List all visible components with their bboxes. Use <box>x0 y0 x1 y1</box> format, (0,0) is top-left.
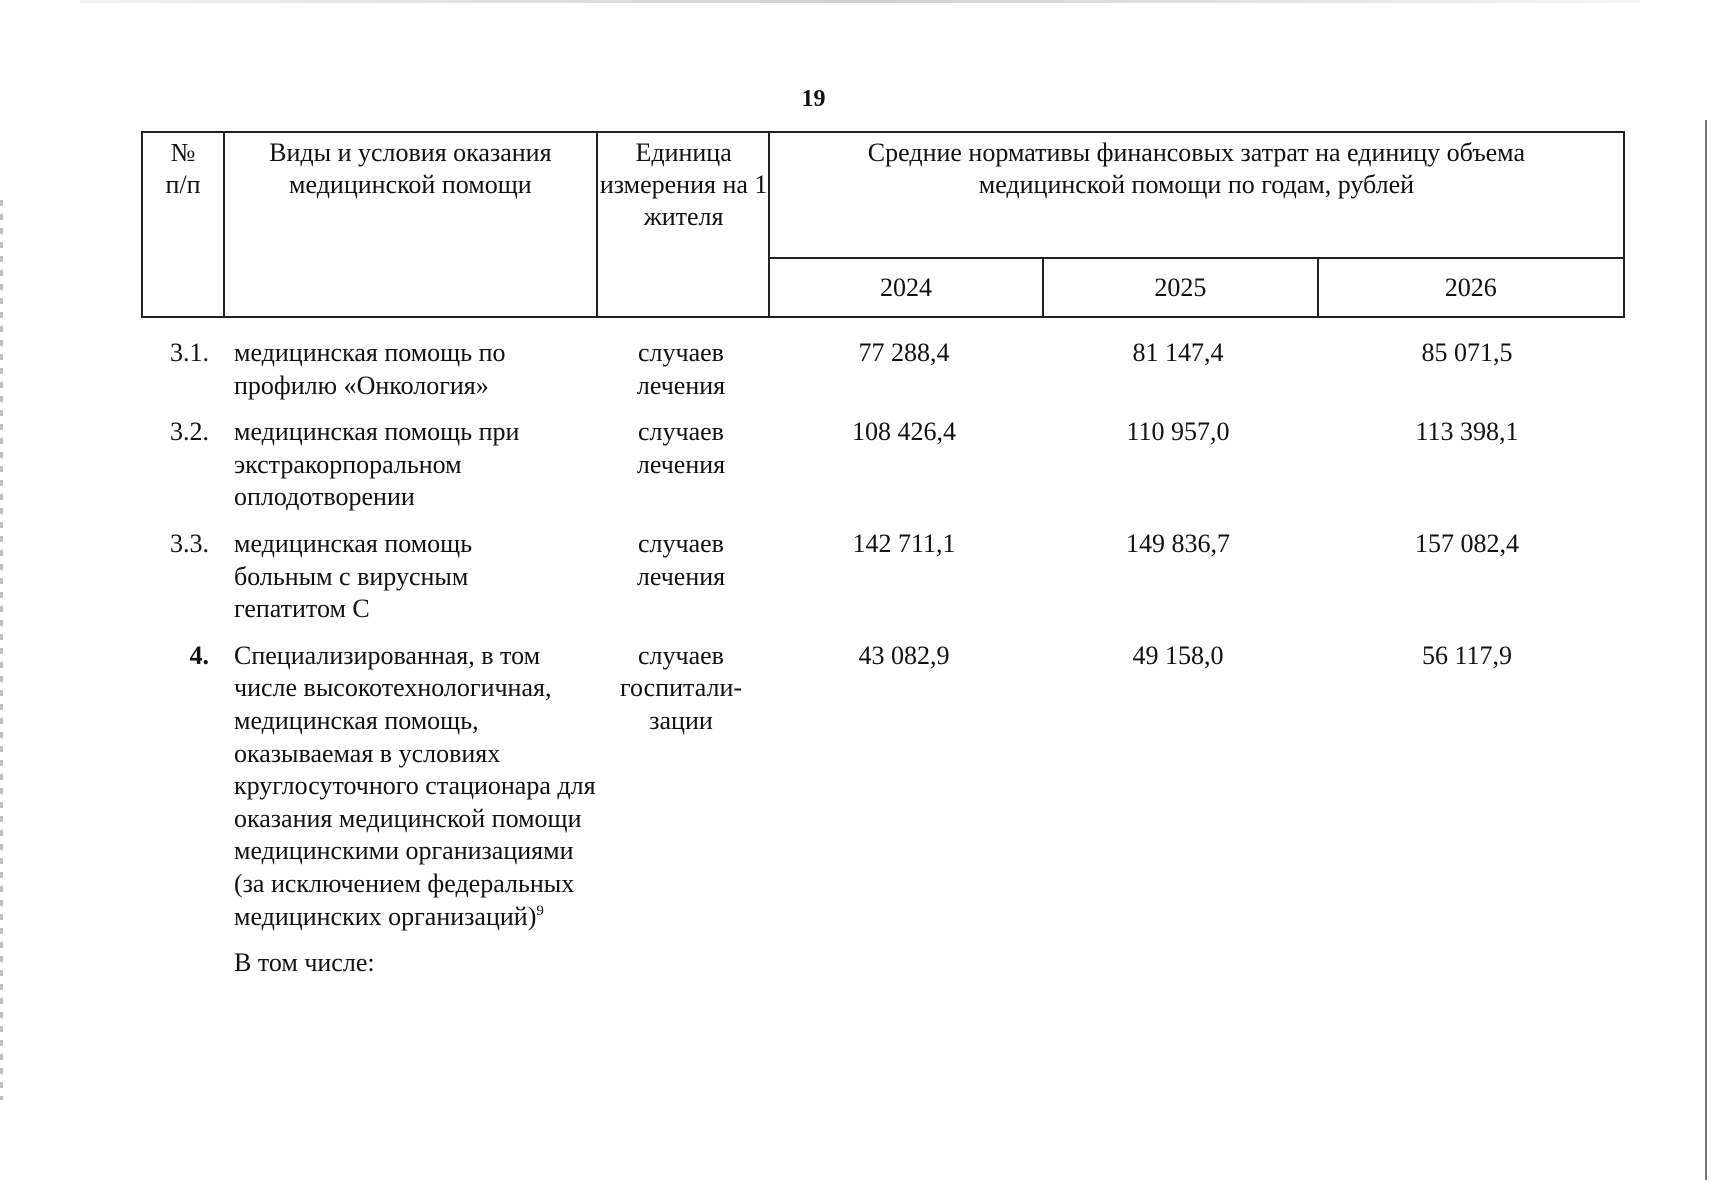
header-unit-text: Единица измерения на 1 жителя <box>599 138 768 231</box>
row-kind-text <box>234 640 606 933</box>
row-value-2024: 77 288,4 <box>858 338 950 367</box>
header-main-text: Средние нормативы финансовых затрат на единицу объема медицинской помощи по годам, рублей <box>867 138 1525 199</box>
row-unit <box>595 640 767 933</box>
scan-top-edge <box>80 0 1640 3</box>
row-value-2026: 85 071,5 <box>1421 338 1513 367</box>
row-value-2025: 149 836,7 <box>1126 528 1230 558</box>
header-kind <box>224 132 597 317</box>
scan-left-edge <box>0 200 3 1100</box>
row-value-2026: 56 117,9 <box>1421 640 1513 670</box>
row-unit <box>595 528 767 626</box>
row-unit <box>595 337 767 402</box>
table-row <box>141 337 1625 402</box>
row-value-2025: 110 957,0 <box>1126 417 1230 447</box>
page-number-text: 19 <box>801 86 826 112</box>
row-value-2024: 108 426,4 <box>852 417 956 447</box>
row-kind <box>223 337 595 402</box>
header-main <box>769 132 1624 258</box>
table-header <box>141 131 1625 318</box>
row-kind-text-main: Специализированная, в том числе высокотехнологичная, медицинская помощь, оказываемая в условиях круглосуточного стационара для оказания медицинской помощи медицинскими организациями (за исключением федеральных медицинских организаций) <box>234 640 596 931</box>
row-unit-text: случаев лечения <box>636 417 726 479</box>
scan-right-edge <box>1705 120 1707 1180</box>
table-row <box>141 528 1625 626</box>
tail-spacer <box>141 947 223 980</box>
header-kind-text: Виды и условия оказания медицинской помощи <box>269 138 552 199</box>
row-number: 4. <box>189 640 209 670</box>
row-value-2025: 49 158,0 <box>1132 640 1224 670</box>
row-kind-text: медицинская помощь больным с вирусным гепатитом С <box>234 528 473 624</box>
tail-text: В том числе: <box>234 948 375 978</box>
row-number: 3.3. <box>170 528 209 558</box>
row-value-2026: 157 082,4 <box>1415 528 1519 558</box>
row-unit-text: случаев лечения <box>636 528 726 591</box>
row-value-2026: 113 398,1 <box>1415 417 1519 447</box>
row-kind <box>223 416 595 514</box>
row-kind-text: медицинская помощь по профилю «Онкология» <box>234 338 506 400</box>
header-num <box>142 132 224 317</box>
row-unit <box>595 416 767 514</box>
table-row <box>141 416 1625 514</box>
table-body <box>141 337 1625 980</box>
header-num-text: № п/п <box>165 138 201 199</box>
header-year-2025: 2025 <box>1043 258 1317 317</box>
row-kind <box>223 640 595 933</box>
table-row <box>141 640 1625 933</box>
row-value-2025: 81 147,4 <box>1132 338 1224 367</box>
row-value-2024: 43 082,9 <box>858 640 950 670</box>
row-unit-text: случаев лечения <box>636 338 726 400</box>
header-year-2026: 2026 <box>1318 258 1624 317</box>
row-number: 3.2. <box>170 417 209 447</box>
page-number <box>0 86 1711 113</box>
row-kind <box>223 528 595 626</box>
footnote-marker: 9 <box>536 902 544 919</box>
row-kind-text: медицинская помощь при экстракорпоральном оплодотворении <box>234 417 520 512</box>
row-number: 3.1. <box>170 338 209 367</box>
row-value-2024: 142 711,1 <box>852 528 956 558</box>
row-unit-text: случаев госпитали-зации <box>619 640 743 735</box>
header-unit <box>597 132 769 317</box>
tail-row <box>141 947 1625 980</box>
header-year-2024: 2024 <box>769 258 1043 317</box>
